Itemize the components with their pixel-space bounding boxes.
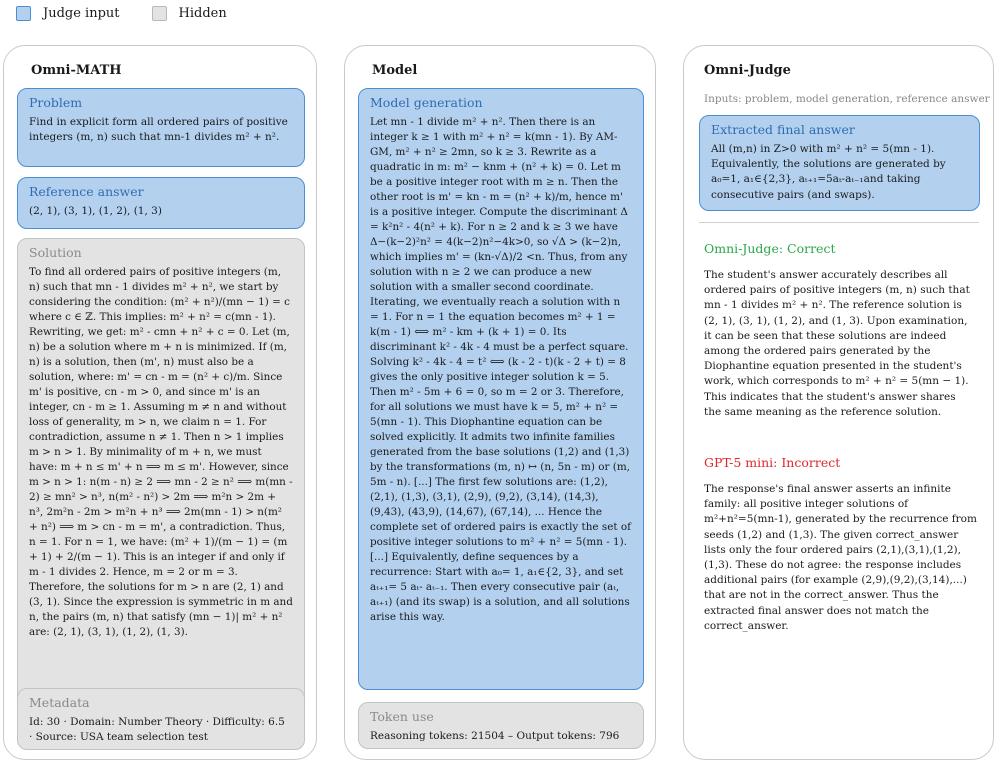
legend-hidden-label: Hidden <box>178 6 227 21</box>
token-use-title: Token use <box>370 709 434 724</box>
judge-divider <box>699 222 979 223</box>
model-generation-title: Model generation <box>370 95 483 110</box>
legend-hidden <box>152 6 227 21</box>
reference-answer-text: (2, 1), (3, 1), (1, 2), (1, 3) <box>29 205 162 217</box>
reference-answer-box <box>17 177 305 229</box>
reference-answer-title: Reference answer <box>29 184 144 199</box>
judge-inputs-text: Inputs: problem, model generation, reference answer <box>704 93 990 105</box>
problem-title: Problem <box>29 95 83 110</box>
model-generation-box <box>358 88 644 690</box>
token-use-box <box>358 702 644 749</box>
solution-title: Solution <box>29 245 82 260</box>
token-use-text: Reasoning tokens: 21504 – Output tokens: 796 <box>370 730 620 742</box>
solution-box <box>17 238 305 724</box>
metadata-line-2: · Source: USA team selection test <box>29 731 208 744</box>
omni-judge-panel <box>683 45 994 760</box>
model-generation-text: Let mn - 1 divide m² + n². Then there is an integer k ≥ 1 with m² + n² = k(mn - 1). By AM-GM, m² + n² ≥ 2mn, so k ≥ 3. Rewrite as a quadratic in m: m² − knm + (n² + k) = 0. Let m be a positive integer root with m ≥ n. Then the other root is m' = kn - m = (n² + k)/m, hence m' is a positive integer. Compute the discriminant Δ = k²n² - 4(n² + k). For n ≥ 2 and k ≥ 3 we have Δ−(k−2)²n² = 4(k−2)n²−4k>0, so √Δ > (k−2)n, which implies m' = (kn-√Δ)/2 <n. Thus, from any solution with n ≥ 2 we can produce a new solution with a smaller second coordinate. Iterating, we eventually reach a solution with n = 1. For n = 1 the equation becomes m² + 1 = k(m - 1) ⟺ m² - km + (k + 1) = 0. Its discriminant k² - 4k - 4 must be a perfect square. Solving k² - 4k - 4 = t² ⟺ (k - 2 - t)(k - 2 + t) = 8 gives the only positive integer solution k = 5. Then m² - 5m + 6 = 0, so m = 2 or 3. Therefore, for all solutions we must have k = 5, m² + n² = 5(mn - 1). This Diophantine equation can be solved explicitly. It admits two infinite families generated from the base solutions (1,2) and (1,3) by the transformations (m, n) ↦ (n, 5n - m) or (m, 5m - n). [...] The first few solutions are: (1,2), (2,1), (1,3), (3,1), (2,9), (9,2), (3,14), (14,3), (9,43), (43,9), (14,67), (67,14), ... Hence the complete set of ordered pairs is exactly the set of positive integer solutions to m² + n² = 5(mn - 1). [...] Equivalently, define sequences by a recurrence: Start with a₀= 1, a₁∈{2, 3}, and set aₜ₊₁= 5 aₜ- aₜ₋₁. Then every consecutive pair (aₜ, aₜ₊₁) (and its swap) is a solution, and all solutions arise this way. <box>370 116 631 623</box>
legend <box>16 6 259 21</box>
omni-judge-verdict-text: The student's answer accurately describes all ordered pairs of positive integers (m, n) such that mn - 1 divides m² + n². The reference solution is (2, 1), (3, 1), (1, 2), and (1, 3). Upon examination, it can be seen that these solutions are indeed among the ordered pairs generated by the Diophantine equation presented in the student's work, which corresponds to m² + n² = 5(mn − 1). This indicates that the student's answer shares the same meaning as the reference solution. <box>704 269 970 418</box>
extracted-answer-box <box>699 115 980 211</box>
metadata-box <box>17 688 305 750</box>
model-panel <box>344 45 656 760</box>
omni-judge-title: Omni-Judge <box>704 63 791 78</box>
omni-math-panel <box>3 45 317 760</box>
omni-math-title: Omni-MATH <box>31 63 122 78</box>
model-title: Model <box>372 63 418 78</box>
solution-text: To find all ordered pairs of positive integers (m, n) such that mn - 1 divides m² + n², we start by considering the condition: (m² + n²)/(mn − 1) = c where c ∈ ℤ. This implies: m² + n² = c(mn - 1). Rewriting, we get: m² - cmn + n² + c = 0. Let (m, n) be a solution where m + n is minimized. If (m, n) is a solution, then (m', n) must also be a solution, where: m' = cn - m = (n² + c)/m. Since m' is positive, cn - m > 0, and since m' is an integer, cn - m ≥ 1. Assuming m ≠ n and without loss of generality, m > n, we claim n = 1. For contradiction, assume n ≠ 1. Then n > 1 implies m > n > 1. By minimality of m + n, we must have: m + n ≤ m' + n ⟹ m ≤ m'. However, since m > n > 1: n(m - n) ≥ 2 ⟹ mn - 2 ≥ n² ⟹ m(mn - 2) ≥ mn² > n³, n(m² - n²) > 2m ⟹ m²n > 2m + n³, 2m²n - 2m > m²n + n³ ⟹ 2m(mn - 1) > n(m² + n²) ⟹ m > cn - m = m', a contradiction. Thus, n = 1. For n = 1, we have: (m² + 1)/(m − 1) = (m + 1) + 2/(m − 1). This is an integer if and only if m - 1 divides 2. Hence, m = 2 or m = 3. Therefore, the solutions for m > n are (2, 1) and (3, 1). Since the expression is symmetric in m and n, the pairs (m, n) that satisfy (mn − 1)| m² + n² are: (2, 1), (3, 1), (1, 2), (1, 3). <box>29 266 293 638</box>
gpt5-mini-verdict-text: The response's final answer asserts an infinite family: all positive integer solutions of m²+n²=5(mn-1), generated by the recurrence from seeds (1,2) and (1,3). The given correct_answer lists only the four ordered pairs (2,1),(3,1),(1,2),(1,3). These do not agree: the response includes additional pairs (for example (2,9),(9,2),(3,14),...) that are not in the correct_answer. Thus the extracted final answer does not match the correct_answer. <box>704 483 977 632</box>
metadata-title: Metadata <box>29 695 90 710</box>
legend-swatch-blue <box>16 6 31 21</box>
metadata-line-1: Id: 30 · Domain: Number Theory · Difficulty: 6.5 <box>29 716 285 728</box>
gpt5-mini-verdict-heading: GPT-5 mini: Incorrect <box>704 455 841 470</box>
problem-box <box>17 88 305 167</box>
omni-judge-verdict-heading: Omni-Judge: Correct <box>704 241 836 256</box>
extracted-answer-title: Extracted final answer <box>711 122 855 137</box>
legend-swatch-gray <box>152 6 167 21</box>
extracted-answer-text: All (m,n) in Z>0 with m² + n² = 5(mn - 1). Equivalently, the solutions are generated by a₀=1, a₁∈{2,3}, aₜ₊₁=5aₜ-aₜ₋₁and taking consecutive pairs (and swaps). <box>711 143 946 201</box>
problem-text: Find in explicit form all ordered pairs of positive integers (m, n) such that mn-1 divides m² + n². <box>29 116 288 144</box>
legend-judge-input <box>16 6 120 21</box>
legend-judge-input-label: Judge input <box>43 6 120 21</box>
